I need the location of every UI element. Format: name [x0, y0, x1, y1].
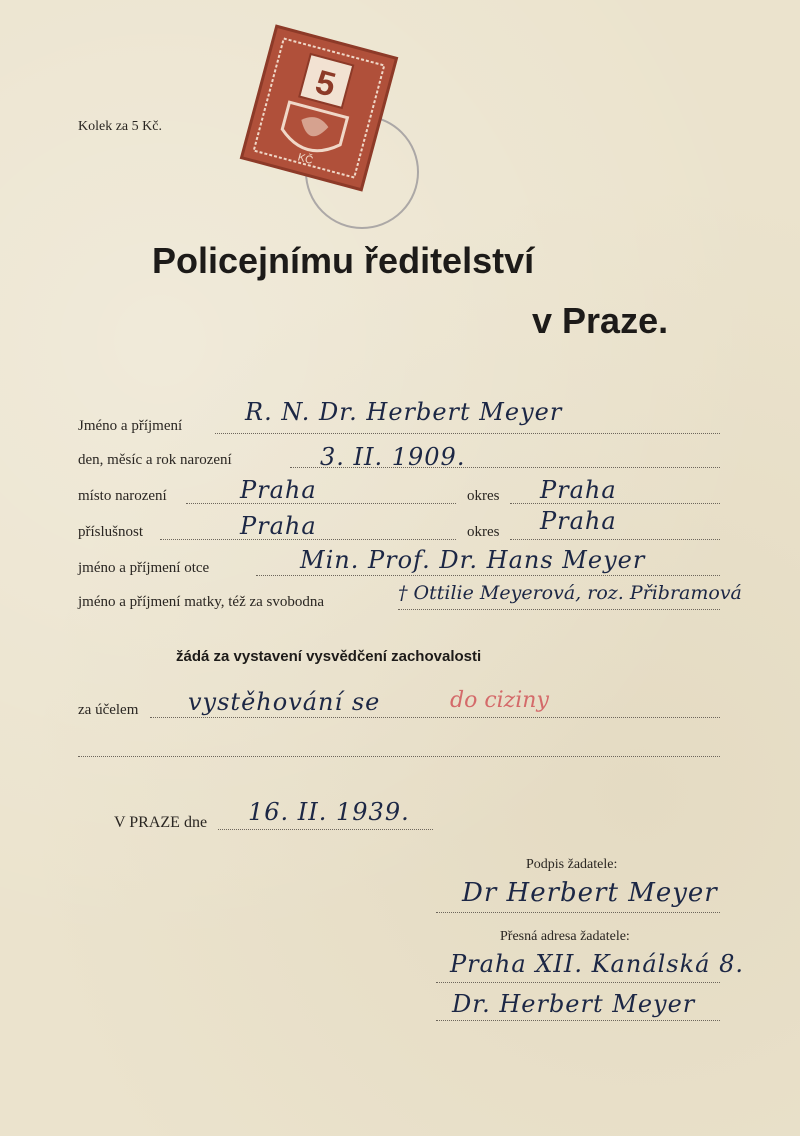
father-line [256, 575, 720, 576]
address-line-1 [436, 982, 720, 983]
address-value-2: Dr. Herbert Meyer [452, 990, 696, 1018]
signature-line [436, 912, 720, 913]
residence-district-label: okres [467, 524, 500, 540]
svg-text:5: 5 [311, 63, 340, 105]
birthplace-line [186, 503, 456, 504]
page-title-city: v Praze. [532, 300, 669, 341]
svg-text:KČ: KČ [296, 151, 315, 167]
residence-district-value: Praha [540, 507, 617, 535]
name-value: R. N. Dr. Herbert Meyer [245, 398, 563, 426]
mother-value: † Ottilie Meyerová, roz. Přibramová [398, 582, 742, 604]
signature-label: Podpis žadatele: [526, 857, 618, 872]
birth-date-label: den, měsíc a rok narození [78, 452, 232, 468]
name-line [215, 433, 720, 434]
page-title: Policejnímu ředitelství [152, 240, 535, 281]
request-text: žádá za vystavení vysvědčení zachovalosti [176, 648, 482, 665]
mother-label: jméno a příjmení matky, též za svobodna [78, 594, 325, 610]
date-value: 16. II. 1939. [248, 798, 410, 826]
signature-value: Dr Herbert Meyer [462, 878, 718, 908]
purpose-line [150, 717, 720, 718]
address-label: Přesná adresa žadatele: [500, 929, 630, 944]
date-line [218, 829, 433, 830]
father-value: Min. Prof. Dr. Hans Meyer [300, 546, 646, 574]
stamp-fee-label: Kolek za 5 Kč. [78, 119, 162, 134]
purpose-red-note: do ciziny [450, 688, 549, 713]
mother-line [398, 609, 720, 610]
birthplace-district-label: okres [467, 488, 500, 504]
purpose-value: vystěhování se [188, 688, 381, 716]
birthplace-value: Praha [240, 476, 317, 504]
father-label: jméno a příjmení otce [78, 560, 210, 576]
address-line-2 [436, 1020, 720, 1021]
date-label: V PRAZE dne [114, 814, 208, 831]
name-label: Jméno a příjmení [78, 418, 183, 434]
residence-value: Praha [240, 512, 317, 540]
residence-district-line [510, 539, 720, 540]
residence-label: příslušnost [78, 524, 144, 540]
birthplace-district-value: Praha [540, 476, 617, 504]
purpose-label: za účelem [78, 702, 139, 718]
purpose-second-line [78, 756, 720, 757]
birthplace-label: místo narození [78, 488, 167, 504]
birth-date-value: 3. II. 1909. [320, 443, 466, 471]
address-value-1: Praha XII. Kanálská 8. [450, 950, 745, 978]
